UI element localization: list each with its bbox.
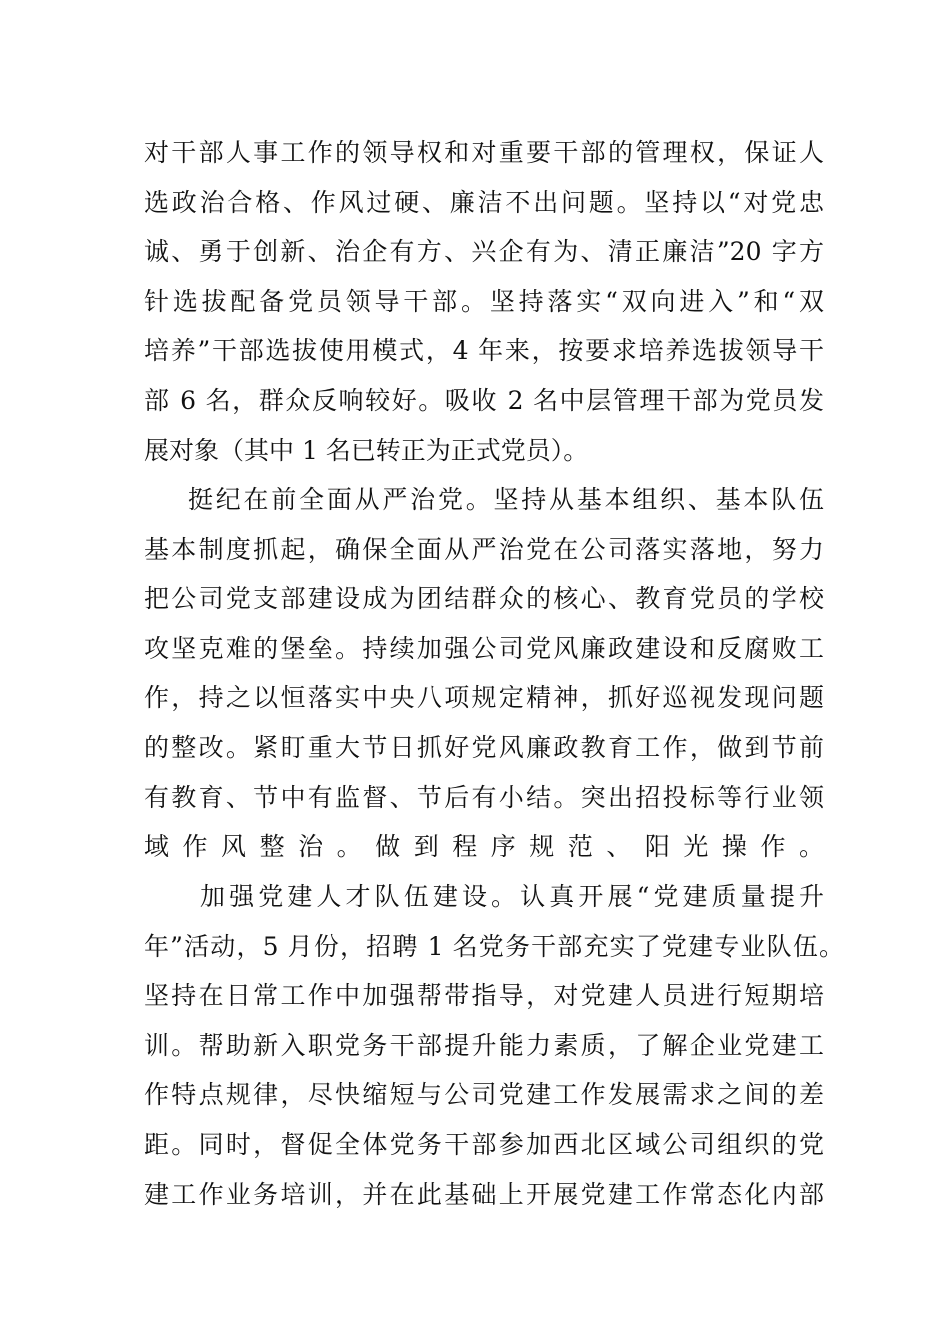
paragraph-line: 把公司党支部建设成为团结群众的核心、教育党员的学校 bbox=[144, 584, 824, 614]
paragraph-2 bbox=[144, 475, 824, 921]
paragraph-line: 有教育、节中有监督、节后有小结。突出招投标等行业领 bbox=[144, 782, 824, 812]
paragraph-line: 作特点规律，尽快缩短与公司党建工作发展需求之间的差 bbox=[144, 1080, 824, 1110]
paragraph-line: 的整改。紧盯重大节日抓好党风廉政教育工作，做到节前 bbox=[144, 732, 824, 762]
paragraph-line: 攻坚克难的堡垒。持续加强公司党风廉政建设和反腐败工 bbox=[144, 633, 824, 663]
paragraph-line: 作，持之以恒落实中央八项规定精神，抓好巡视发现问题 bbox=[144, 683, 824, 713]
paragraph-line: 诚、勇于创新、治企有方、兴企有为、清正廉洁”20 字方 bbox=[144, 237, 824, 267]
paragraph-1 bbox=[144, 128, 824, 475]
paragraph-line: 展对象（其中 1 名已转正为正式党员）。 bbox=[144, 435, 589, 465]
paragraph-line: 培养”干部选拔使用模式，4 年来，按要求培养选拔领导干 bbox=[144, 336, 824, 366]
paragraph-line: 加强党建人才队伍建设。认真开展“党建质量提升 bbox=[200, 882, 824, 911]
paragraph-line: 建工作业务培训，并在此基础上开展党建工作常态化内部 bbox=[144, 1179, 824, 1209]
paragraph-line: 训。帮助新入职党务干部提升能力素质，了解企业党建工 bbox=[144, 1030, 824, 1060]
paragraph-line: 部 6 名，群众反响较好。吸收 2 名中层管理干部为党员发 bbox=[144, 385, 824, 415]
paragraph-line: 针选拔配备党员领导干部。坚持落实“双向进入”和“双 bbox=[144, 286, 824, 316]
paragraph-3 bbox=[144, 872, 844, 1219]
paragraph-line: 坚持在日常工作中加强帮带指导，对党建人员进行短期培 bbox=[144, 981, 824, 1011]
paragraph-line: 年”活动，5 月份，招聘 1 名党务干部充实了党建专业队伍。 bbox=[144, 931, 844, 961]
paragraph-line: 挺纪在前全面从严治党。坚持从基本组织、基本队伍 bbox=[188, 485, 824, 514]
paragraph-line: 对干部人事工作的领导权和对重要干部的管理权，保证人 bbox=[144, 138, 824, 167]
paragraph-line: 基本制度抓起，确保全面从严治党在公司落实落地，努力 bbox=[144, 534, 824, 564]
paragraph-line: 域作风整治。做到程序规范、阳光操作。 bbox=[144, 832, 824, 862]
paragraph-line: 选政治合格、作风过硬、廉洁不出问题。坚持以“对党忠 bbox=[144, 187, 824, 217]
paragraph-line: 距。同时，督促全体党务干部参加西北区域公司组织的党 bbox=[144, 1129, 824, 1159]
